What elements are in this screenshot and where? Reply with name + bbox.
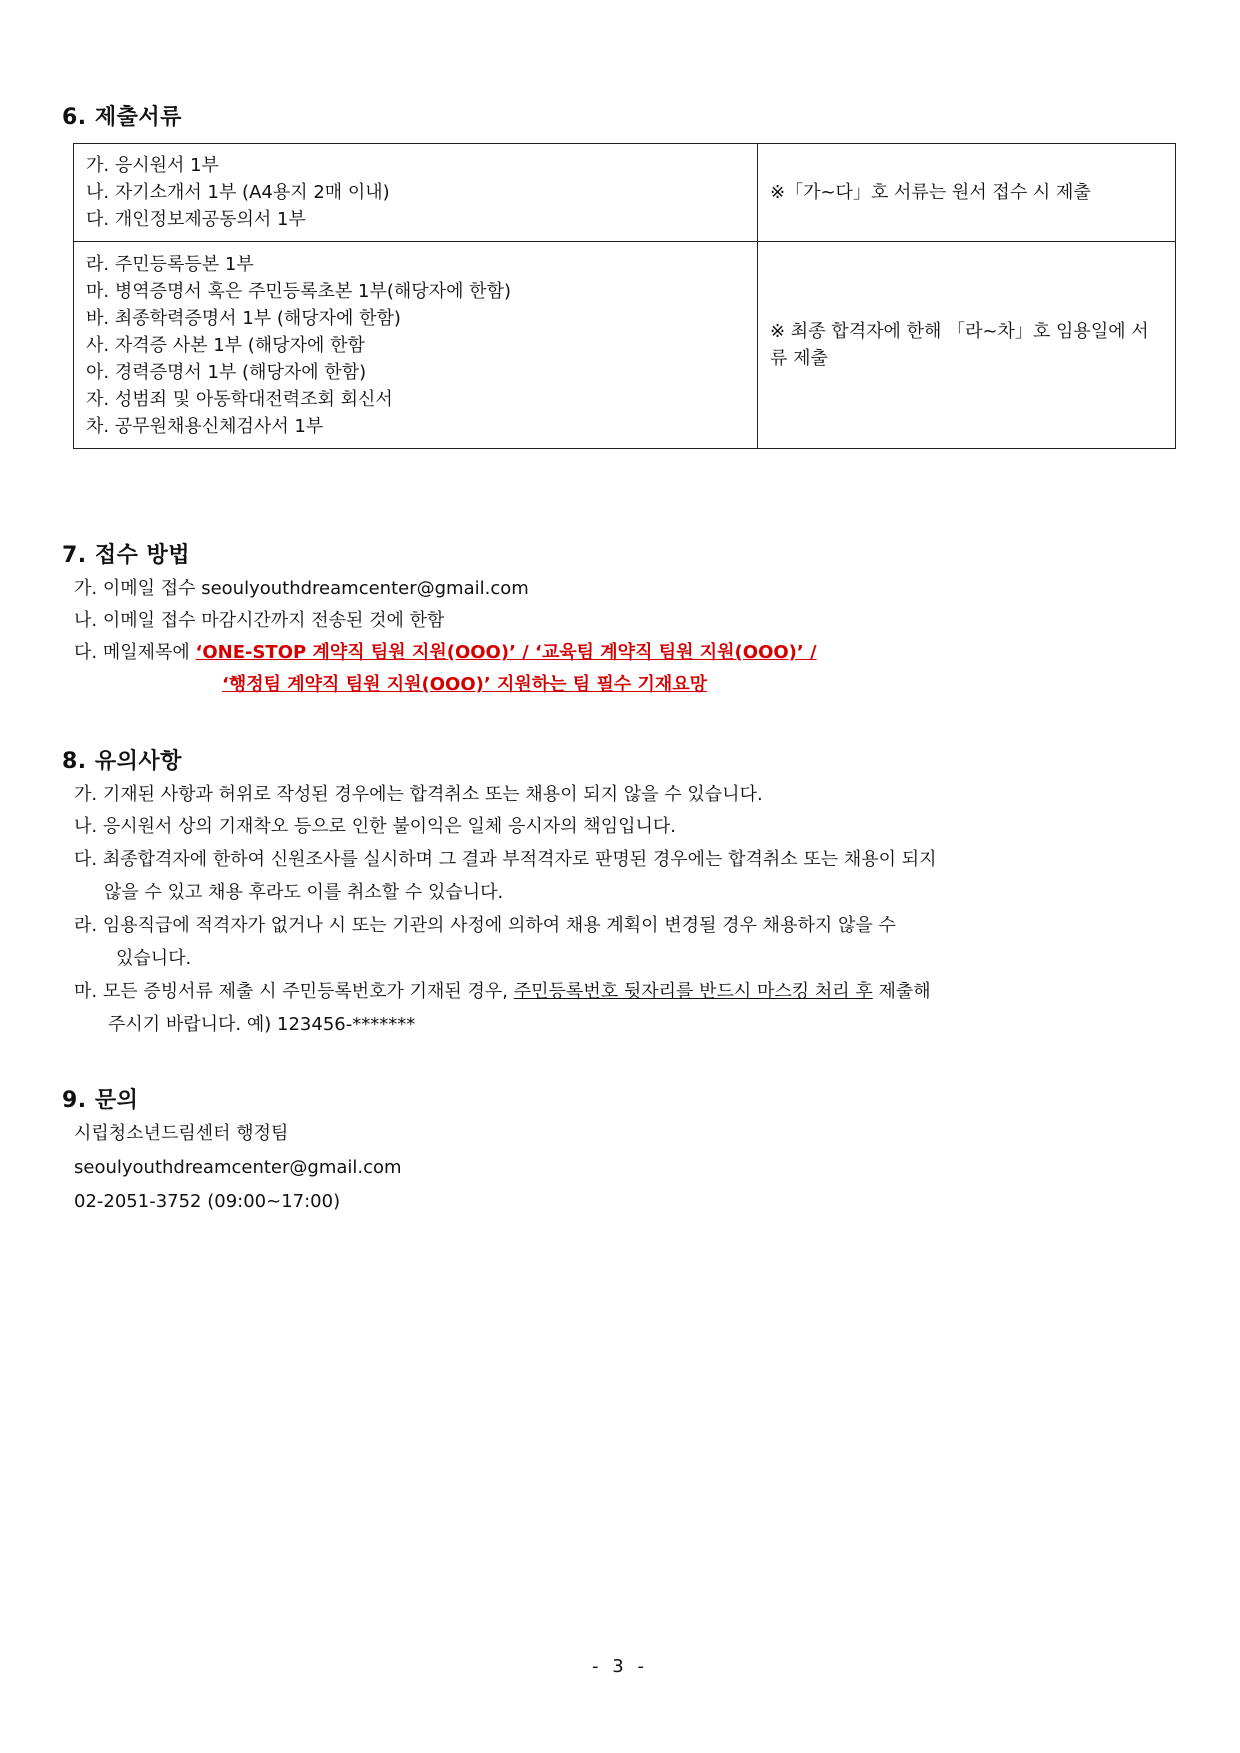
- list-item: 자. 성범죄 및 아동학대전력조회 회신서: [86, 388, 393, 410]
- list-item: 가. 응시원서 1부: [86, 155, 219, 176]
- submit-method-deadline: 나. 이메일 접수 마감시간까지 전송된 것에 한함: [74, 610, 445, 631]
- list-item: 차. 공무원채용신체검사서 1부: [86, 415, 324, 437]
- list-item: 바. 최종학력증명서 1부 (해당자에 한함): [86, 307, 401, 329]
- documents-list-2: [74, 242, 758, 449]
- contact-email: seoulyouthdreamcenter@gmail.com: [74, 1157, 402, 1178]
- list-item: 마. 병역증명서 혹은 주민등록초본 1부(해당자에 한함): [86, 280, 511, 302]
- notice-b: 나. 응시원서 상의 기재착오 등으로 인한 불이익은 일체 응시자의 책임입니다.: [74, 816, 676, 837]
- notice-a: 가. 기재된 사항과 허위로 작성된 경우에는 합격취소 또는 채용이 되지 않을 수 있습니다.: [74, 784, 763, 805]
- section-7-title: 7. 접수 방법: [62, 543, 190, 568]
- list-item: 다. 개인정보제공동의서 1부: [86, 209, 306, 230]
- notice-c: 다. 최종합격자에 한하여 신원조사를 실시하며 그 결과 부적격자로 판명된 경우에는 합격취소 또는 채용이 되지: [74, 849, 937, 870]
- notice-d-continued: 있습니다.: [116, 948, 192, 969]
- contact-phone: 02-2051-3752 (09:00~17:00): [74, 1191, 341, 1212]
- section-8-title: 8. 유의사항: [62, 749, 182, 774]
- notice-e-underline: 주민등록번호 뒷자리를 반드시 마스킹 처리 후: [513, 981, 873, 1002]
- subject-label: 다. 메일제목에: [74, 642, 196, 663]
- notice-c-continued: 않을 수 있고 채용 후라도 이를 취소할 수 있습니다.: [104, 882, 504, 903]
- documents-table: [73, 143, 1176, 449]
- page-number: - 3 -: [592, 1656, 648, 1677]
- submit-method-email: 가. 이메일 접수 seoulyouthdreamcenter@gmail.com: [74, 578, 529, 599]
- notice-e-continued: 주시기 바랍니다. 예) 123456-*******: [108, 1014, 416, 1035]
- submit-method-subject: [74, 641, 817, 665]
- subject-format-highlight: ‘ONE-STOP 계약직 팀원 지원(OOO)’ / ‘교육팀 계약직 팀원 지원(OOO)’ /: [195, 642, 817, 663]
- documents-list-1: [74, 144, 758, 242]
- subject-format-highlight-2: ‘행정팀 계약직 팀원 지원(OOO)’ 지원하는 팀 필수 기재요망: [222, 674, 708, 695]
- list-item: 라. 주민등록등본 1부: [86, 253, 254, 275]
- notice-d: 라. 임용직급에 적격자가 없거나 시 또는 기관의 사정에 의하여 채용 계획이 변경될 경우 채용하지 않을 수: [74, 915, 896, 936]
- list-item: 사. 자격증 사본 1부 (해당자에 한함: [86, 334, 365, 356]
- list-item: 나. 자기소개서 1부 (A4용지 2매 이내): [86, 182, 390, 203]
- list-item: 아. 경력증명서 1부 (해당자에 한함): [86, 361, 367, 383]
- documents-note-2: ※ 최종 합격자에 한해 「라~차」호 임용일에 서류 제출: [758, 242, 1176, 449]
- documents-note-1: ※「가~다」호 서류는 원서 접수 시 제출: [758, 144, 1176, 242]
- subject-format-continued: [222, 673, 707, 697]
- table-row: [74, 144, 1176, 242]
- notice-e-prefix: 마. 모든 증빙서류 제출 시 주민등록번호가 기재된 경우,: [74, 981, 514, 1002]
- notice-e-suffix: 제출해: [872, 981, 931, 1002]
- contact-org: 시립청소년드림센터 행정팀: [74, 1123, 289, 1144]
- table-row: [74, 242, 1176, 449]
- notice-e: [74, 980, 931, 1004]
- section-9-title: 9. 문의: [62, 1088, 139, 1113]
- section-6-title: 6. 제출서류: [62, 105, 182, 130]
